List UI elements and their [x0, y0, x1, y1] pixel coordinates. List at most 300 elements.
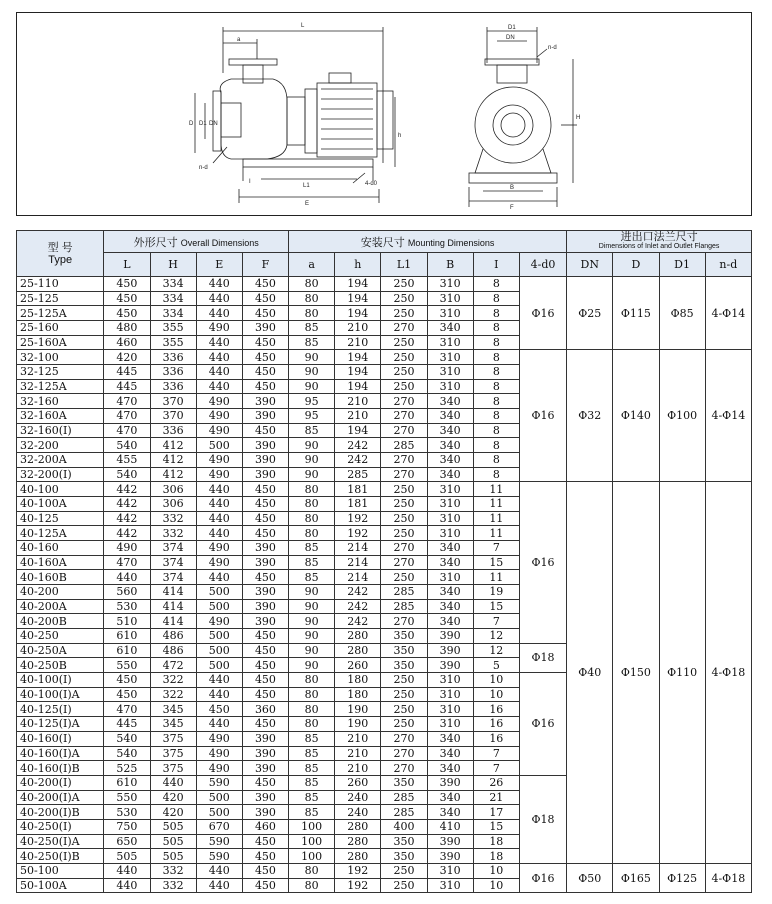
- flange-nd-cell: 4-Φ18: [705, 863, 751, 892]
- dimension-cell-l1: 250: [381, 863, 427, 878]
- dimension-cell-a: 80: [289, 717, 335, 732]
- overall-dimensions-header: [104, 231, 289, 253]
- pump-type-cell: 40-100(I): [17, 673, 104, 688]
- dimension-cell-e: 590: [196, 775, 242, 790]
- dimension-cell-a: 90: [289, 643, 335, 658]
- dimension-cell-a: 80: [289, 497, 335, 512]
- dimension-cell-a: 80: [289, 687, 335, 702]
- dimension-cell-l1: 285: [381, 599, 427, 614]
- dimension-cell-h: 374: [150, 541, 196, 556]
- dimension-cell-h: 332: [150, 878, 196, 893]
- pump-type-cell: 40-250: [17, 629, 104, 644]
- pump-type-cell: 32-160: [17, 394, 104, 409]
- dimension-cell-i: 8: [473, 394, 519, 409]
- dimension-cell-h: 355: [150, 321, 196, 336]
- drawing-label-DN: DN: [209, 121, 218, 127]
- dimension-cell-l1: 250: [381, 511, 427, 526]
- dimension-cell-h: 374: [150, 555, 196, 570]
- overall-header-en: Overall Dimensions: [180, 237, 259, 248]
- pump-type-cell: 32-100: [17, 350, 104, 365]
- dimension-cell-h: 414: [150, 599, 196, 614]
- dimension-cell-e: 440: [196, 863, 242, 878]
- dimension-cell-f: 450: [242, 365, 288, 380]
- pump-type-cell: 40-250B: [17, 658, 104, 673]
- dimension-cell-e: 500: [196, 790, 242, 805]
- dimension-cell-l: 470: [104, 555, 150, 570]
- dimension-cell-i: 16: [473, 717, 519, 732]
- pump-type-cell: 32-200(I): [17, 467, 104, 482]
- flange-d1-cell: Φ125: [659, 863, 705, 892]
- pump-type-cell: 25-160: [17, 321, 104, 336]
- dimension-cell-b: 310: [427, 702, 473, 717]
- dimension-cell-h: 240: [335, 790, 381, 805]
- dimension-cell-e: 590: [196, 834, 242, 849]
- table-row: [17, 863, 752, 878]
- dimension-cell-a: 85: [289, 731, 335, 746]
- dimension-cell-l1: 350: [381, 834, 427, 849]
- dimension-cell-h: 374: [150, 570, 196, 585]
- dimension-cell-h: 210: [335, 335, 381, 350]
- dimension-cell-e: 440: [196, 673, 242, 688]
- flange-dn-cell: Φ32: [567, 350, 613, 482]
- dimension-cell-l: 650: [104, 834, 150, 849]
- dimension-cell-f: 390: [242, 790, 288, 805]
- dimension-cell-e: 440: [196, 570, 242, 585]
- dimension-cell-l: 550: [104, 658, 150, 673]
- dimension-cell-e: 440: [196, 482, 242, 497]
- dimension-cell-h: 280: [335, 849, 381, 864]
- pump-type-cell: 40-125A: [17, 526, 104, 541]
- dimension-cell-l1: 350: [381, 775, 427, 790]
- flange-dn-cell: Φ50: [567, 863, 613, 892]
- type-header: [17, 231, 104, 277]
- dimension-cell-b: 340: [427, 438, 473, 453]
- dimension-cell-l1: 250: [381, 482, 427, 497]
- dimension-cell-a: 80: [289, 526, 335, 541]
- dimension-cell-h: 322: [150, 673, 196, 688]
- dimension-cell-l1: 285: [381, 790, 427, 805]
- dimension-cell-h: 194: [335, 379, 381, 394]
- dimension-cell-a: 80: [289, 702, 335, 717]
- dimension-cell-l1: 250: [381, 878, 427, 893]
- dimension-cell-b: 390: [427, 849, 473, 864]
- dimension-cell-l1: 270: [381, 746, 427, 761]
- dimension-cell-b: 340: [427, 394, 473, 409]
- flange-nd-cell: 4-Φ14: [705, 277, 751, 350]
- dimension-cell-b: 310: [427, 482, 473, 497]
- pump-type-cell: 40-160B: [17, 570, 104, 585]
- dimension-cell-h: 280: [335, 643, 381, 658]
- dimension-cell-h: 240: [335, 805, 381, 820]
- dimension-cell-f: 450: [242, 570, 288, 585]
- type-header-cn: 型 号: [47, 241, 73, 254]
- dimension-cell-e: 490: [196, 453, 242, 468]
- column-header-e: E: [196, 253, 242, 277]
- pump-type-cell: 40-160(I)B: [17, 761, 104, 776]
- table-row: [17, 350, 752, 365]
- flange-header-en: Dimensions of Inlet and Outlet Flanges: [598, 242, 720, 250]
- dimension-cell-h: 210: [335, 321, 381, 336]
- dimension-cell-i: 11: [473, 482, 519, 497]
- dimension-cell-h: 334: [150, 277, 196, 292]
- dimension-cell-f: 360: [242, 702, 288, 717]
- dimension-cell-e: 490: [196, 614, 242, 629]
- dimension-cell-f: 450: [242, 511, 288, 526]
- dimension-cell-f: 390: [242, 599, 288, 614]
- dimension-cell-i: 8: [473, 350, 519, 365]
- drawing-label-h: h: [398, 133, 402, 139]
- dimension-cell-l: 445: [104, 717, 150, 732]
- dimension-cell-f: 450: [242, 335, 288, 350]
- dimension-cell-f: 450: [242, 350, 288, 365]
- dimension-cell-e: 450: [196, 702, 242, 717]
- dimension-cell-h: 505: [150, 819, 196, 834]
- dimension-cell-a: 95: [289, 394, 335, 409]
- dimension-cell-l: 550: [104, 790, 150, 805]
- dimension-cell-l1: 285: [381, 805, 427, 820]
- dimension-cell-h: 322: [150, 687, 196, 702]
- side-view: [195, 27, 395, 203]
- flange-dn-cell: Φ25: [567, 277, 613, 350]
- dimension-cell-b: 340: [427, 599, 473, 614]
- dimension-cell-l1: 350: [381, 849, 427, 864]
- flange-nd-cell: 4-Φ14: [705, 350, 751, 482]
- dimension-cell-a: 80: [289, 482, 335, 497]
- dimension-cell-b: 390: [427, 775, 473, 790]
- dimension-cell-h: 414: [150, 614, 196, 629]
- dimension-cell-f: 390: [242, 746, 288, 761]
- foundation-bolt-cell: Φ16: [519, 863, 566, 892]
- pump-type-cell: 40-250(I): [17, 819, 104, 834]
- dimension-cell-h: 412: [150, 453, 196, 468]
- dimension-cell-h: 486: [150, 643, 196, 658]
- dimension-cell-i: 15: [473, 599, 519, 614]
- dimension-cell-i: 12: [473, 643, 519, 658]
- dimension-cell-h: 334: [150, 306, 196, 321]
- drawing-label-E: E: [305, 201, 310, 207]
- dimension-cell-i: 15: [473, 819, 519, 834]
- dimension-cell-h: 336: [150, 423, 196, 438]
- dimension-cell-f: 450: [242, 423, 288, 438]
- dimension-cell-l1: 270: [381, 731, 427, 746]
- dimension-cell-l: 540: [104, 438, 150, 453]
- dimension-cell-b: 310: [427, 306, 473, 321]
- dimension-cell-e: 500: [196, 585, 242, 600]
- flange-d-cell: Φ150: [613, 482, 659, 863]
- pump-type-cell: 40-250(I)A: [17, 834, 104, 849]
- pump-type-cell: 40-160: [17, 541, 104, 556]
- dimension-cell-f: 390: [242, 805, 288, 820]
- dimension-cell-a: 85: [289, 555, 335, 570]
- dimension-cell-l1: 250: [381, 365, 427, 380]
- dimension-cell-a: 80: [289, 306, 335, 321]
- dimension-cell-b: 310: [427, 878, 473, 893]
- dimension-cell-l: 440: [104, 878, 150, 893]
- pump-type-cell: 40-200(I)A: [17, 790, 104, 805]
- dimension-cell-a: 85: [289, 541, 335, 556]
- dimension-cell-i: 10: [473, 878, 519, 893]
- dimension-cell-f: 390: [242, 394, 288, 409]
- pump-type-cell: 50-100: [17, 863, 104, 878]
- dimension-cell-l: 450: [104, 673, 150, 688]
- table-row: [17, 482, 752, 497]
- mounting-header-cn: 安装尺寸: [360, 236, 405, 249]
- pump-type-cell: 40-100: [17, 482, 104, 497]
- pump-type-cell: 40-250A: [17, 643, 104, 658]
- dimension-cell-l: 442: [104, 511, 150, 526]
- dimension-cell-h: 472: [150, 658, 196, 673]
- dimension-cell-f: 390: [242, 585, 288, 600]
- dimension-cell-a: 90: [289, 614, 335, 629]
- dimension-cell-f: 450: [242, 878, 288, 893]
- dimension-cell-f: 450: [242, 482, 288, 497]
- pump-drawing-svg: [17, 13, 751, 215]
- dimension-cell-a: 85: [289, 746, 335, 761]
- pump-type-cell: 40-200B: [17, 614, 104, 629]
- dimension-cell-e: 590: [196, 849, 242, 864]
- dimension-cell-h: 180: [335, 687, 381, 702]
- dimension-cell-h: 190: [335, 717, 381, 732]
- flange-d-cell: Φ115: [613, 277, 659, 350]
- dimension-cell-b: 390: [427, 658, 473, 673]
- dimension-cell-f: 450: [242, 379, 288, 394]
- dimension-cell-f: 450: [242, 526, 288, 541]
- dimension-cell-b: 310: [427, 717, 473, 732]
- dimension-cell-h: 194: [335, 365, 381, 380]
- dimension-cell-h: 280: [335, 834, 381, 849]
- dimension-cell-a: 90: [289, 379, 335, 394]
- dimension-cell-e: 500: [196, 438, 242, 453]
- dimension-cell-h: 355: [150, 335, 196, 350]
- dimension-cell-h: 332: [150, 863, 196, 878]
- foundation-bolt-cell: Φ16: [519, 673, 566, 776]
- dimension-cell-i: 8: [473, 379, 519, 394]
- pump-type-cell: 40-200(I): [17, 775, 104, 790]
- dimension-cell-f: 450: [242, 863, 288, 878]
- dimension-cell-h: 334: [150, 291, 196, 306]
- dimension-cell-l1: 270: [381, 321, 427, 336]
- dimension-cell-b: 390: [427, 643, 473, 658]
- dimension-cell-h: 375: [150, 731, 196, 746]
- dimension-cell-h: 336: [150, 365, 196, 380]
- dimension-cell-i: 8: [473, 291, 519, 306]
- dimension-cell-i: 8: [473, 321, 519, 336]
- dimension-cell-f: 450: [242, 849, 288, 864]
- dimension-cell-e: 500: [196, 629, 242, 644]
- dimension-cell-f: 390: [242, 731, 288, 746]
- dimension-cell-b: 310: [427, 379, 473, 394]
- pump-type-cell: 40-160(I)A: [17, 746, 104, 761]
- column-header-4-d0: 4-d0: [519, 253, 566, 277]
- dimension-cell-b: 340: [427, 790, 473, 805]
- drawing-label-D: D: [189, 121, 194, 127]
- dimension-cell-e: 440: [196, 306, 242, 321]
- dimension-cell-l1: 350: [381, 643, 427, 658]
- dimension-cell-i: 18: [473, 834, 519, 849]
- dimension-cell-e: 490: [196, 541, 242, 556]
- column-header-n-d: n-d: [705, 253, 751, 277]
- column-header-dn: DN: [567, 253, 613, 277]
- dimension-cell-l: 460: [104, 335, 150, 350]
- pump-type-cell: 40-200(I)B: [17, 805, 104, 820]
- dimension-cell-l: 470: [104, 423, 150, 438]
- dimension-cell-l: 530: [104, 805, 150, 820]
- drawing-label-a: a: [237, 37, 241, 43]
- foundation-bolt-cell: Φ16: [519, 482, 566, 643]
- dimension-cell-h: 214: [335, 541, 381, 556]
- dimension-cell-i: 21: [473, 790, 519, 805]
- flange-d-cell: Φ140: [613, 350, 659, 482]
- dimension-cell-b: 340: [427, 409, 473, 424]
- column-header-l: L: [104, 253, 150, 277]
- dimension-cell-h: 192: [335, 878, 381, 893]
- dimension-cell-e: 440: [196, 687, 242, 702]
- front-view: [469, 27, 577, 207]
- drawing-label-4d0: 4-d0: [365, 181, 378, 187]
- dimension-cell-e: 490: [196, 746, 242, 761]
- dimension-cell-a: 85: [289, 335, 335, 350]
- dimension-cell-b: 310: [427, 570, 473, 585]
- dimension-cell-a: 90: [289, 365, 335, 380]
- dimension-cell-f: 450: [242, 629, 288, 644]
- dimension-cell-l1: 250: [381, 350, 427, 365]
- dimension-cell-l: 440: [104, 570, 150, 585]
- dimension-cell-h: 210: [335, 761, 381, 776]
- dimension-cell-h: 440: [150, 775, 196, 790]
- dimension-cell-h: 345: [150, 702, 196, 717]
- front-label-H: H: [576, 115, 581, 121]
- dimension-cell-l: 610: [104, 629, 150, 644]
- dimension-cell-i: 10: [473, 863, 519, 878]
- dimension-cell-b: 310: [427, 673, 473, 688]
- dimension-cell-l: 450: [104, 291, 150, 306]
- dimension-cell-l: 540: [104, 731, 150, 746]
- dimension-cell-b: 340: [427, 585, 473, 600]
- pump-type-cell: 25-125A: [17, 306, 104, 321]
- dimension-cell-b: 310: [427, 863, 473, 878]
- dimension-cell-h: 242: [335, 614, 381, 629]
- dimension-cell-a: 80: [289, 673, 335, 688]
- dimension-cell-e: 490: [196, 555, 242, 570]
- dimension-cell-f: 450: [242, 643, 288, 658]
- pump-type-cell: 32-125A: [17, 379, 104, 394]
- dimension-cell-e: 440: [196, 277, 242, 292]
- dimension-cell-f: 450: [242, 687, 288, 702]
- dimension-cell-e: 440: [196, 878, 242, 893]
- dimension-cell-e: 440: [196, 365, 242, 380]
- pump-type-cell: 40-125(I)A: [17, 717, 104, 732]
- dimension-cell-a: 90: [289, 585, 335, 600]
- dimension-cell-i: 10: [473, 673, 519, 688]
- dimension-cell-a: 85: [289, 423, 335, 438]
- column-header-f: F: [242, 253, 288, 277]
- pump-type-cell: 40-125: [17, 511, 104, 526]
- front-label-D1: D1: [508, 25, 516, 31]
- column-header-a: a: [289, 253, 335, 277]
- dimension-cell-h: 345: [150, 717, 196, 732]
- dimension-cell-f: 450: [242, 658, 288, 673]
- dimension-cell-i: 8: [473, 453, 519, 468]
- dimension-cell-h: 285: [335, 467, 381, 482]
- flange-d-cell: Φ165: [613, 863, 659, 892]
- dimension-cell-b: 310: [427, 511, 473, 526]
- dimension-cell-e: 490: [196, 423, 242, 438]
- dimension-cell-f: 450: [242, 673, 288, 688]
- table-row: [17, 277, 752, 292]
- dimension-cell-l: 450: [104, 687, 150, 702]
- dimension-cell-e: 440: [196, 526, 242, 541]
- front-label-B: B: [510, 185, 515, 191]
- dimension-cell-l: 480: [104, 321, 150, 336]
- dimension-cell-h: 192: [335, 863, 381, 878]
- dimension-cell-l: 445: [104, 379, 150, 394]
- overall-header-cn: 外形尺寸: [133, 236, 178, 249]
- dimension-cell-l: 445: [104, 365, 150, 380]
- dimension-cell-l1: 250: [381, 702, 427, 717]
- pump-type-cell: 25-110: [17, 277, 104, 292]
- pump-type-cell: 32-160A: [17, 409, 104, 424]
- dimension-cell-h: 190: [335, 702, 381, 717]
- dimension-cell-f: 390: [242, 321, 288, 336]
- dimension-cell-i: 8: [473, 306, 519, 321]
- pump-type-cell: 40-100(I)A: [17, 687, 104, 702]
- dimension-cell-h: 375: [150, 761, 196, 776]
- dimension-cell-l: 490: [104, 541, 150, 556]
- front-label-DN: DN: [506, 35, 515, 41]
- pump-type-cell: 50-100A: [17, 878, 104, 893]
- dimension-cell-i: 26: [473, 775, 519, 790]
- dimension-cell-i: 8: [473, 409, 519, 424]
- dimension-cell-h: 194: [335, 277, 381, 292]
- dimension-cell-l: 450: [104, 277, 150, 292]
- dimension-cell-h: 336: [150, 350, 196, 365]
- dimension-cell-b: 310: [427, 291, 473, 306]
- dimension-cell-i: 5: [473, 658, 519, 673]
- dimension-cell-f: 450: [242, 291, 288, 306]
- dimension-cell-l1: 285: [381, 438, 427, 453]
- dimension-cell-b: 340: [427, 555, 473, 570]
- dimension-cell-l1: 270: [381, 423, 427, 438]
- dimension-cell-b: 340: [427, 614, 473, 629]
- dimension-cell-l1: 350: [381, 658, 427, 673]
- dimension-cell-i: 11: [473, 497, 519, 512]
- dimension-cell-f: 450: [242, 306, 288, 321]
- dimension-cell-l1: 250: [381, 277, 427, 292]
- flange-d1-cell: Φ85: [659, 277, 705, 350]
- dimension-cell-h: 420: [150, 790, 196, 805]
- dimension-cell-l1: 270: [381, 761, 427, 776]
- dimension-cell-f: 390: [242, 614, 288, 629]
- dimension-cell-l1: 250: [381, 379, 427, 394]
- dimension-cell-a: 85: [289, 775, 335, 790]
- dimension-cell-a: 90: [289, 467, 335, 482]
- dimension-cell-h: 214: [335, 555, 381, 570]
- pump-dimension-drawing: [16, 12, 752, 216]
- dimension-cell-l1: 270: [381, 394, 427, 409]
- drawing-label-L1: L1: [303, 183, 310, 189]
- dimension-cell-h: 194: [335, 423, 381, 438]
- dimension-cell-i: 7: [473, 761, 519, 776]
- column-header-h: H: [150, 253, 196, 277]
- dimension-cell-l1: 270: [381, 409, 427, 424]
- dimension-cell-b: 390: [427, 834, 473, 849]
- dimension-cell-a: 85: [289, 805, 335, 820]
- dimension-cell-l1: 250: [381, 673, 427, 688]
- dimension-cell-b: 340: [427, 805, 473, 820]
- dimension-cell-h: 420: [150, 805, 196, 820]
- dimension-cell-b: 340: [427, 731, 473, 746]
- dimension-cell-l: 470: [104, 702, 150, 717]
